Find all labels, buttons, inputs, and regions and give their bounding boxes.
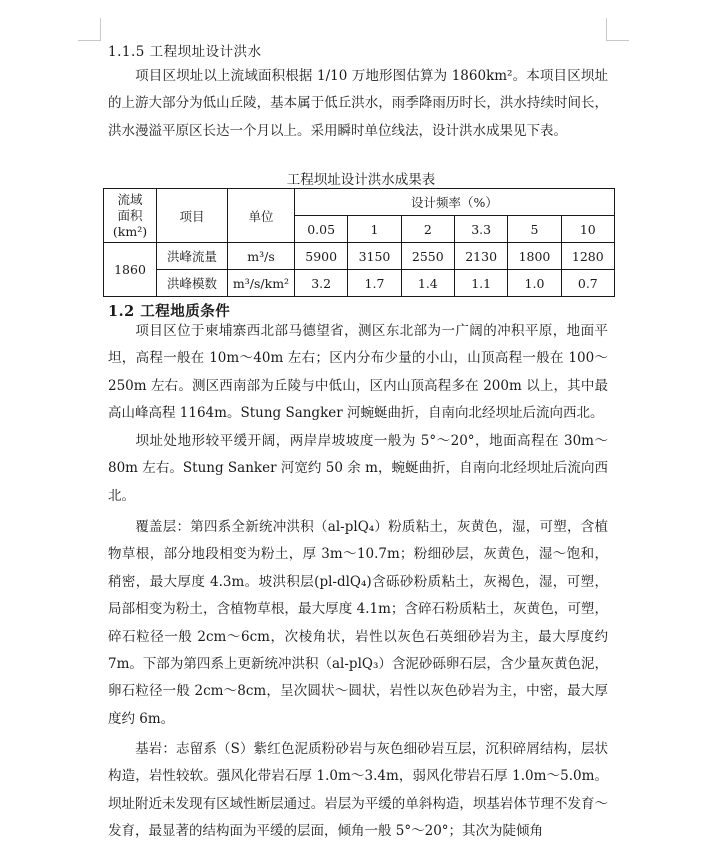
- row-unit-peak-modulus: m³/s/km²: [228, 270, 295, 297]
- table-caption: 工程坝址设计洪水成果表: [286, 172, 436, 188]
- table-cell: 1.1: [454, 270, 507, 297]
- table-cell: 3.2: [295, 270, 348, 297]
- table-cell: 1.7: [348, 270, 401, 297]
- header-basin-area-line3: (km²): [112, 223, 148, 239]
- table-cell: 1800: [508, 243, 561, 270]
- row-item-peak-flow: 洪峰流量: [157, 243, 228, 270]
- freq-cell: 1: [348, 216, 401, 243]
- paragraph-bedrock: [108, 736, 608, 846]
- paragraph-geology-overview-text: 项目区位于柬埔寨西北部马德望省，测区东北部为一广阔的冲积平原，地面平坦，高程一般在 10m～40m 左右；区内分布少量的小山，山顶高程一般在 100～250m 左右。测区西南部为丘陵与中低山，区内山顶高程多在 200m 以上，其中最高山峰高程 1164m。Stung Sangker 河蜿蜒曲折，自南向北经坝址后流向西北。: [108, 323, 608, 422]
- paragraph-bedrock-text: 基岩：志留系（S）紫红色泥质粉砂岩与灰色细砂岩互层，沉积碎屑结构，层状构造，岩性较软。强风化带岩石厚 1.0m～3.4m，弱风化带岩石厚 1.0m～5.0m。坝址附近未发现有区域性断层通过。岩层为平缓的单斜构造，坝基岩体节理不发育～发育，最显著的结构面为平缓的层面，倾角一般 5°～20°；其次为陡倾角: [108, 741, 608, 840]
- table-cell: 1280: [561, 243, 614, 270]
- header-unit: 单位: [228, 189, 295, 243]
- header-basin-area-line1: 流域: [117, 191, 143, 207]
- table-cell: 0.7: [561, 270, 614, 297]
- section-heading-1-1-5: 1.1.5 工程坝址设计洪水: [108, 44, 262, 60]
- table-cell: 2550: [401, 243, 454, 270]
- freq-cell: 3.3: [454, 216, 507, 243]
- paragraph-dam-terrain: [108, 428, 608, 510]
- paragraph-geology-overview: [108, 318, 608, 428]
- freq-cell: 2: [401, 216, 454, 243]
- flood-results-table: [103, 188, 615, 297]
- paragraph-dam-terrain-text: 坝址处地形较平缓开阔，两岸岸坡坡度一般为 5°～20°，地面高程在 30m～80m 左右。Stung Sanker 河宽约 50 余 m，蜿蜒曲折，自南向北经坝址后流向西北。: [108, 433, 608, 504]
- header-basin-area: [104, 189, 157, 243]
- header-basin-area-line2: 面积: [117, 207, 143, 223]
- table-cell: 5900: [295, 243, 348, 270]
- page-corner-mark-left: [78, 18, 101, 41]
- freq-cell: 10: [561, 216, 614, 243]
- paragraph-overburden-text: 覆盖层：第四系全新统冲洪积（al-plQ₄）粉质粘土，灰黄色，湿，可塑，含植物草根，部分地段相变为粉土，厚 3m～10.7m；粉细砂层，灰黄色，湿～饱和，稍密，最大厚度 4.3m。坡洪积层(pl-dlQ₄)含砾砂粉质粘土，灰褐色，湿，可塑，局部相变为粉土，含植物草根，最大厚度 4.1m；含碎石粉质粘土，灰黄色，可塑，碎石粒径一般 2cm～6cm，次棱角状，岩性以灰色石英细砂岩为主，最大厚度约 7m。下部为第四系上更新统冲洪积（al-plQ₃）含泥砂砾卵石层，含少量灰黄色泥，卵石粒径一般 2cm～8cm，呈次圆状～圆状，岩性以灰色砂岩为主，中密，最大厚度约 6m。: [108, 519, 608, 727]
- paragraph-overburden: [108, 514, 608, 733]
- paragraph-flood-intro-text: 项目区坝址以上流域面积根据 1/10 万地形图估算为 1860km²。本项目区坝址的上游大部分为低山丘陵，基本属于低丘洪水，雨季降雨历时长，洪水持续时间长，洪水漫溢平原区长达一个月以上。采用瞬时单位线法，设计洪水成果见下表。: [108, 68, 608, 139]
- page-corner-mark-right: [606, 18, 629, 41]
- basin-area-value: 1860: [104, 243, 157, 297]
- table-cell: 3150: [348, 243, 401, 270]
- row-unit-peak-flow: m³/s: [228, 243, 295, 270]
- row-item-peak-modulus: 洪峰模数: [157, 270, 228, 297]
- table-cell: 1.0: [508, 270, 561, 297]
- freq-cell: 0.05: [295, 216, 348, 243]
- table-cell: 2130: [454, 243, 507, 270]
- freq-cell: 5: [508, 216, 561, 243]
- table-cell: 1.4: [401, 270, 454, 297]
- paragraph-flood-intro: [108, 63, 608, 145]
- header-item: 项目: [157, 189, 228, 243]
- section-heading-1-2: 1.2 工程地质条件: [108, 303, 231, 320]
- header-design-frequency: 设计频率（%）: [295, 189, 615, 216]
